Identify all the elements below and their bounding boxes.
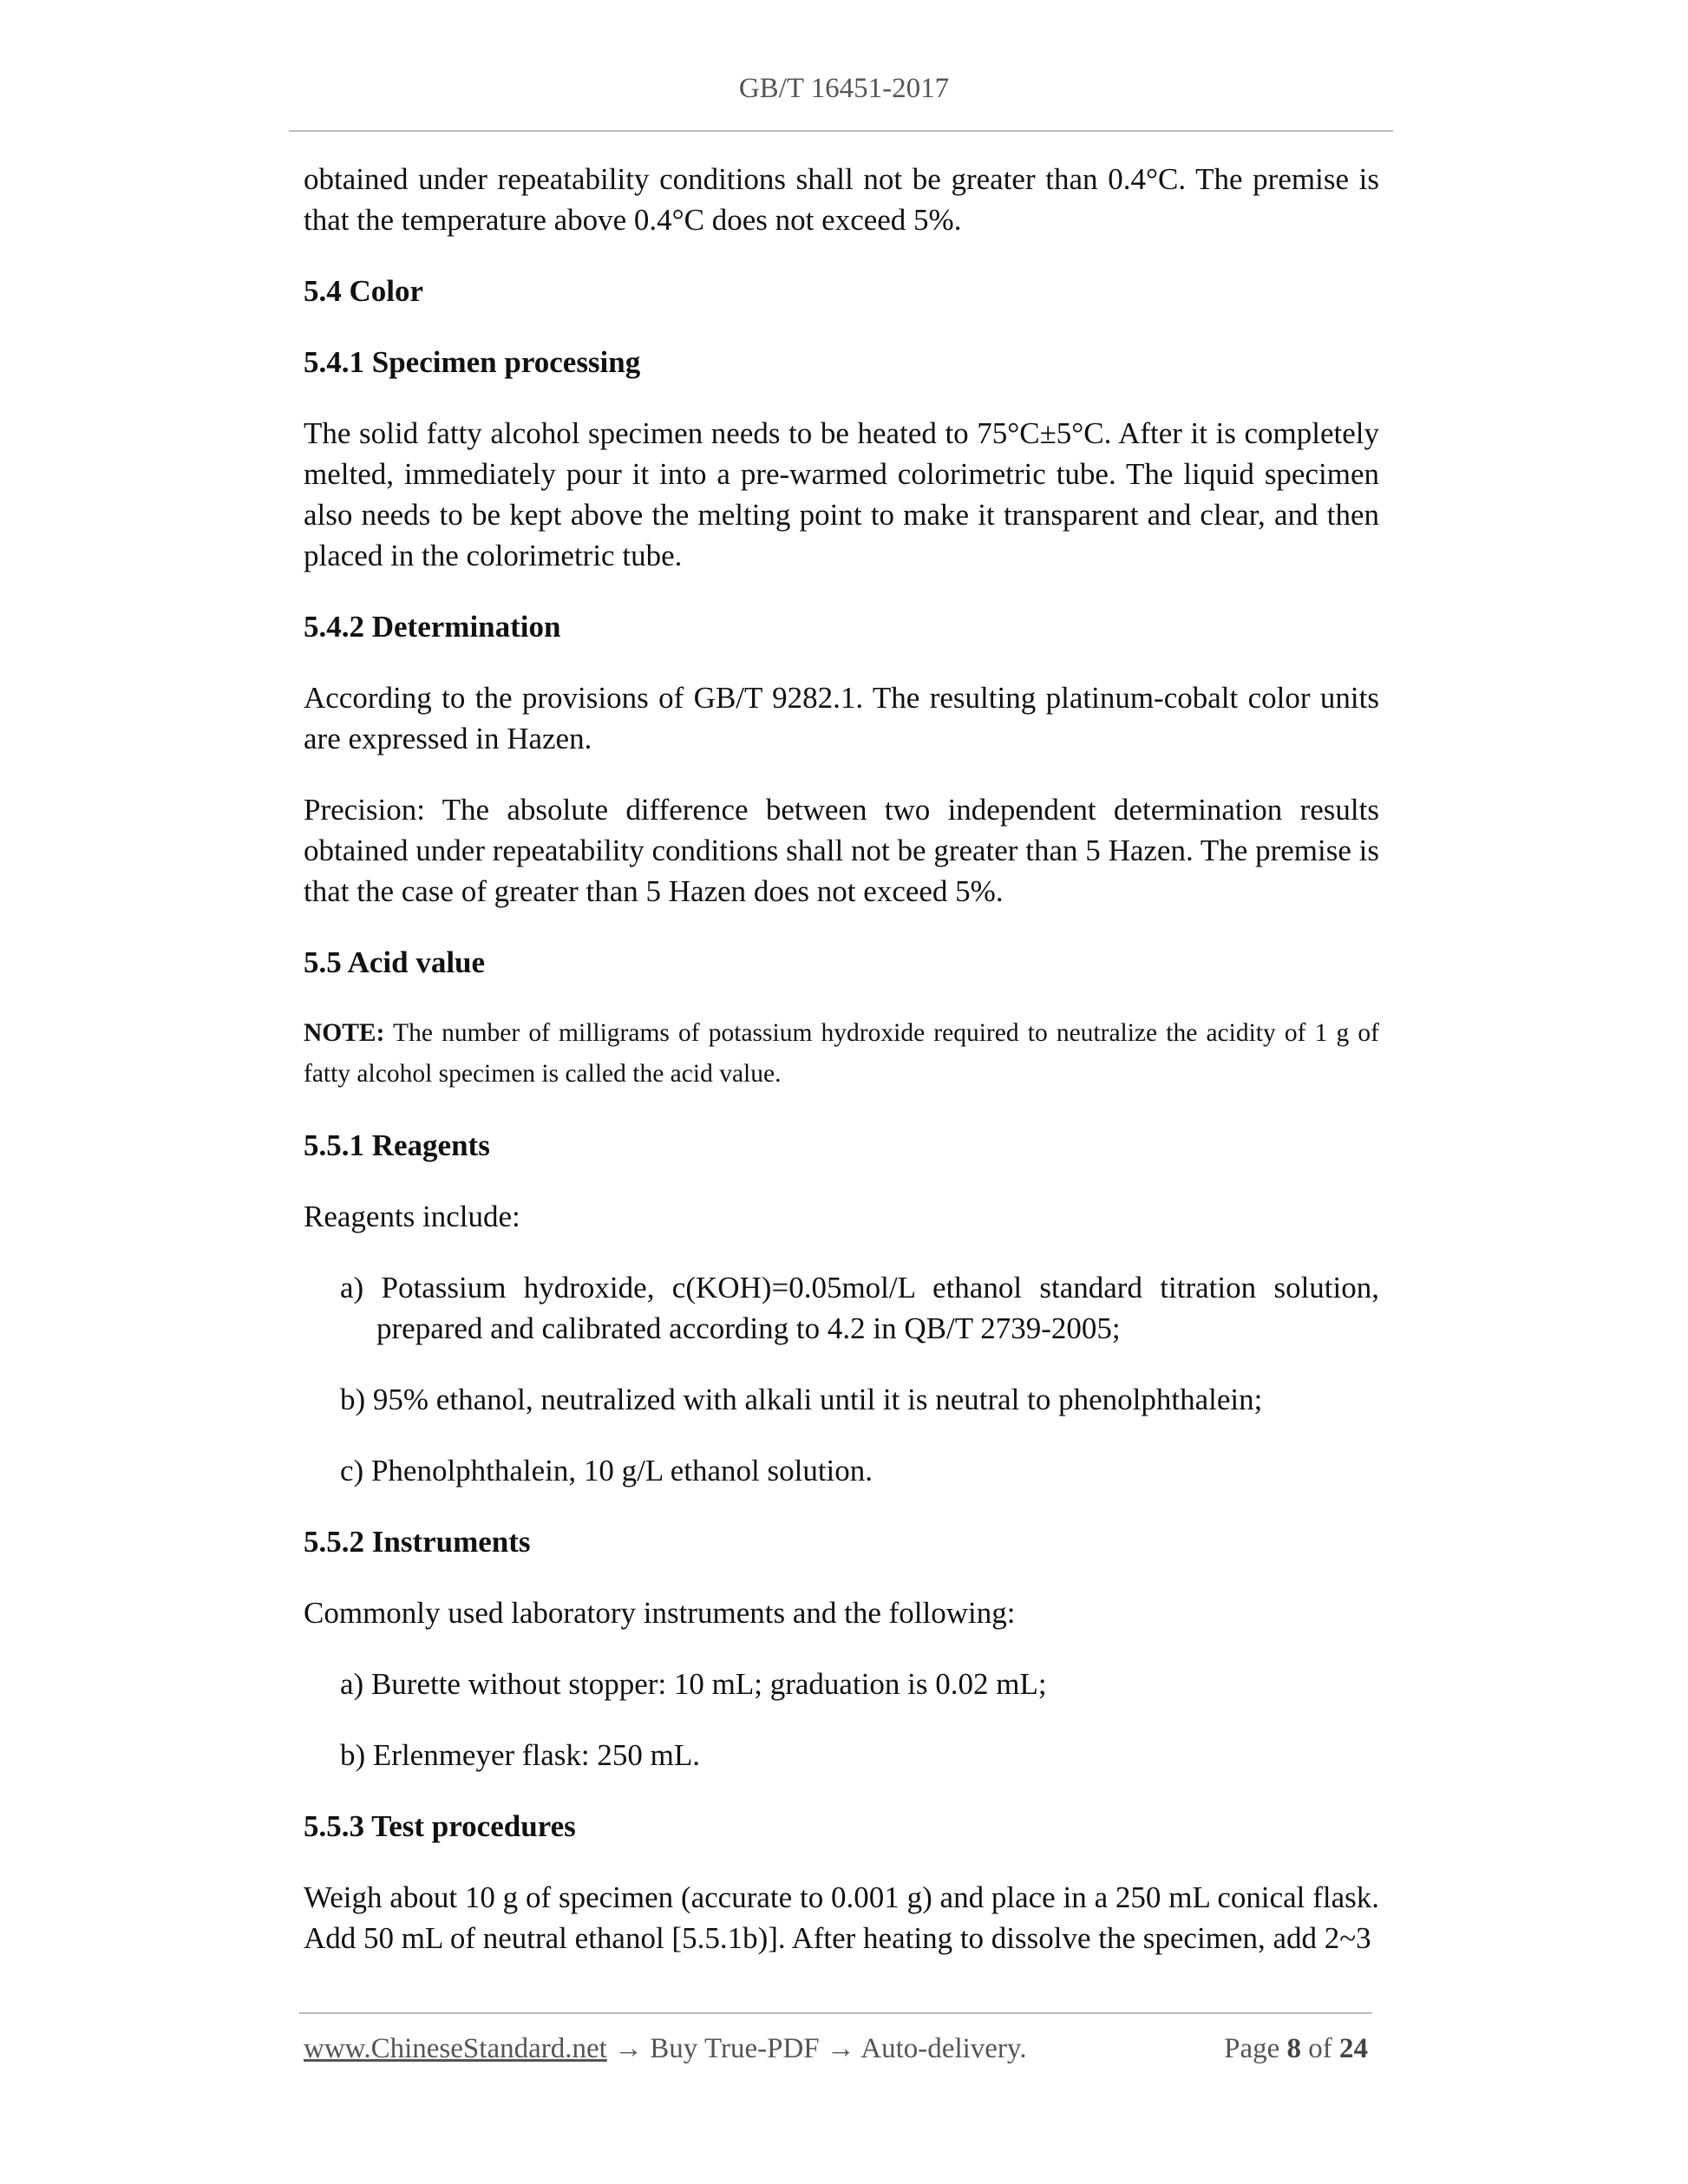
note-label: NOTE: xyxy=(304,1019,385,1047)
document-body xyxy=(304,159,1379,1958)
footer-divider xyxy=(299,2012,1372,2014)
heading-5-5-1: 5.5.1 Reagents xyxy=(304,1128,490,1162)
heading-5-4-1: 5.4.1 Specimen processing xyxy=(304,345,641,379)
list-item: a) Burette without stopper: 10 mL; graduation is 0.02 mL; xyxy=(340,1667,1047,1701)
paragraph-specimen-processing: The solid fatty alcohol specimen needs to be heated to 75°C±5°C. After it is completely melted, immediately pour it into a pre-warmed colorimetric tube. The liquid specimen also needs to be kept above the melting point to make it transparent and clear, and then placed in the colorimetric tube. xyxy=(304,416,1379,572)
footer-left xyxy=(304,2031,1027,2066)
paragraph-reagents-intro: Reagents include: xyxy=(304,1200,520,1233)
paragraph-determination: According to the provisions of GB/T 9282.1. The resulting platinum-cobalt color units are expressed in Hazen. xyxy=(304,681,1379,755)
paragraph-precision: Precision: The absolute difference between two independent determination results obtained under repeatability conditions shall not be greater than 5 Hazen. The premise is that the case of greater than 5 Hazen does not exceed 5%. xyxy=(304,793,1379,908)
heading-5-5: 5.5 Acid value xyxy=(304,945,486,979)
list-item: b) Erlenmeyer flask: 250 mL. xyxy=(340,1738,701,1772)
note-text: The number of milligrams of potassium hydroxide required to neutralize the acidity of 1 g of fatty alcohol specimen is called the acid value. xyxy=(304,1019,1379,1088)
footer-tagline: → Buy True-PDF → Auto-delivery. xyxy=(606,2033,1027,2064)
page-header-title: GB/T 16451-2017 xyxy=(738,73,950,104)
heading-5-5-2: 5.5.2 Instruments xyxy=(304,1525,531,1559)
page-counter: Page 8 of 24 xyxy=(1224,2033,1368,2064)
list-item: a) Potassium hydroxide, c(KOH)=0.05mol/L ethanol standard titration solution, prepared and calibrated according to 4.2 in QB/T 2739-2005; xyxy=(340,1271,1379,1345)
site-link[interactable]: www.ChineseStandard.net xyxy=(304,2033,607,2064)
paragraph-instruments-intro: Commonly used laboratory instruments and the following: xyxy=(304,1596,1016,1630)
heading-5-5-3: 5.5.3 Test procedures xyxy=(304,1809,576,1843)
header-divider xyxy=(289,130,1393,132)
note-paragraph xyxy=(304,1013,1379,1095)
total-pages-number: 24 xyxy=(1339,2033,1368,2064)
current-page-number: 8 xyxy=(1286,2033,1301,2064)
heading-5-4-2: 5.4.2 Determination xyxy=(304,610,561,644)
paragraph-test-procedures: Weigh about 10 g of specimen (accurate to 0.001 g) and place in a 250 mL conical flask. Add 50 mL of neutral ethanol [5.5.1b)]. After heating to dissolve the specimen, add 2~3 xyxy=(304,1880,1379,1955)
list-item: c) Phenolphthalein, 10 g/L ethanol solution. xyxy=(340,1454,873,1488)
list-item: b) 95% ethanol, neutralized with alkali until it is neutral to phenolphthalein; xyxy=(340,1383,1263,1416)
paragraph-intro: obtained under repeatability conditions shall not be greater than 0.4°C. The premise is that the temperature above 0.4°C does not exceed 5%. xyxy=(304,162,1379,237)
heading-5-4: 5.4 Color xyxy=(304,274,424,308)
